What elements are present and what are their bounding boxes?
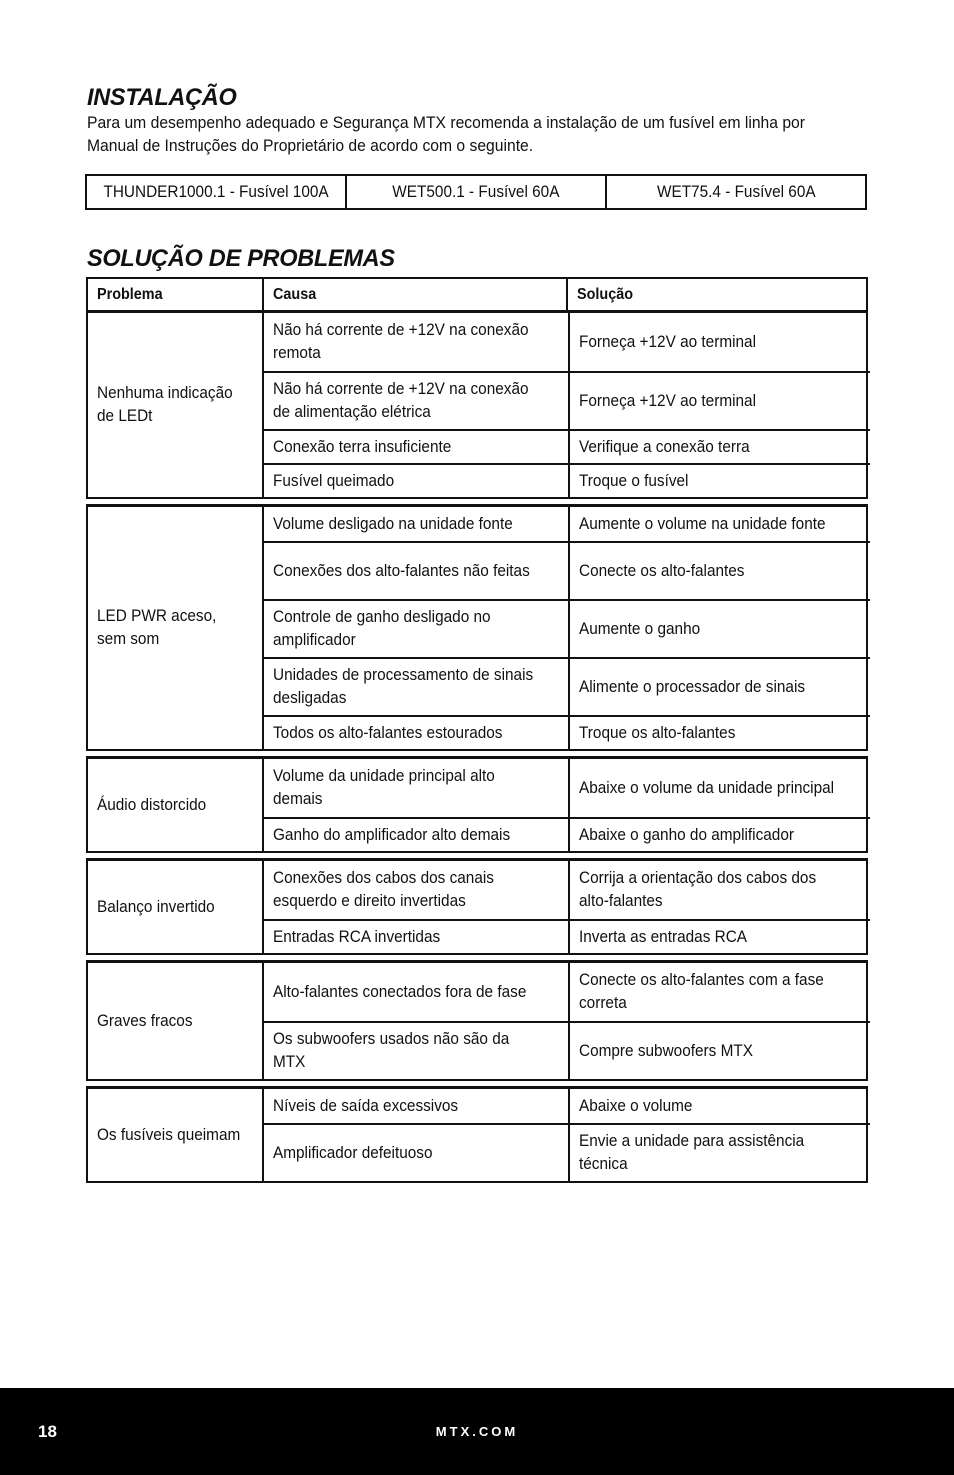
solution-cell: [568, 963, 872, 1021]
header-cell: [566, 279, 870, 310]
cause-text: Conexões dos alto-falantes não feitas: [273, 561, 530, 580]
solution-text: Abaixe o ganho do amplificador: [579, 825, 794, 844]
solution-text: Alimente o processador de sinais: [579, 677, 806, 696]
solution-cell: [568, 717, 872, 749]
problem-label: LED PWR aceso, sem som: [97, 607, 217, 648]
problem-group: [86, 504, 868, 751]
problem-cell: [88, 1089, 262, 1181]
solution-cell: [568, 659, 872, 715]
cause-cell: [264, 1023, 568, 1079]
cause-cell: [264, 373, 568, 429]
solution-text: Envie a unidade para assistência técnica: [579, 1132, 805, 1173]
installation-text: Para um desempenho adequado e Segurança MTX recomenda a instalação de um fusível em linha por Manual de Instruções do Proprietário de acordo com o seguinte.: [87, 114, 806, 155]
header-cell: [262, 279, 566, 310]
problem-cell: [88, 963, 262, 1079]
table-row: [264, 657, 870, 715]
cause-cell: [264, 507, 568, 541]
solution-cell: [568, 543, 872, 599]
page-footer: [0, 1388, 954, 1475]
cause-text: Volume desligado na unidade fonte: [273, 514, 513, 533]
troubleshooting-title: SOLUÇÃO DE PROBLEMAS: [87, 245, 395, 272]
cause-text: Controle de ganho desligado no amplificador: [273, 608, 491, 649]
cause-text: Níveis de saída excessivos: [273, 1096, 459, 1115]
solution-cell: [568, 1125, 872, 1181]
table-row: [264, 817, 870, 851]
cause-rows: [262, 963, 870, 1079]
problem-group: [86, 960, 868, 1081]
cause-rows: [262, 507, 870, 749]
fuse-label: WET500.1 - Fusível 60A: [392, 182, 560, 201]
table-row: [264, 1123, 870, 1181]
header-cause: Causa: [273, 285, 317, 303]
solution-cell: [568, 465, 872, 497]
cause-text: Volume da unidade principal alto demais: [273, 767, 495, 808]
solution-text: Forneça +12V ao terminal: [579, 332, 757, 351]
fuse-cell: [347, 176, 607, 208]
fuse-cell: [607, 176, 865, 208]
solution-text: Forneça +12V ao terminal: [579, 391, 757, 410]
problem-group: [86, 756, 868, 853]
cause-text: Fusível queimado: [273, 471, 395, 490]
table-row: [264, 715, 870, 749]
fuse-label: THUNDER1000.1 - Fusível 100A: [103, 182, 329, 201]
site-url: MTX.COM: [435, 1424, 519, 1439]
solution-cell: [568, 313, 872, 371]
table-header: [86, 277, 868, 313]
solution-text: Conecte os alto-falantes com a fase correta: [579, 971, 824, 1012]
cause-cell: [264, 465, 568, 497]
cause-cell: [264, 601, 568, 657]
solution-cell: [568, 861, 872, 919]
problem-group: [86, 858, 868, 955]
cause-cell: [264, 921, 568, 953]
table-row: [264, 599, 870, 657]
table-row: [264, 463, 870, 497]
solution-text: Abaixe o volume da unidade principal: [579, 778, 835, 797]
cause-cell: [264, 819, 568, 851]
cause-cell: [264, 313, 568, 371]
cause-cell: [264, 1089, 568, 1123]
solution-text: Aumente o ganho: [579, 619, 701, 638]
cause-cell: [264, 431, 568, 463]
solution-cell: [568, 431, 872, 463]
table-row: [264, 541, 870, 599]
problem-group: [86, 313, 868, 499]
cause-text: Unidades de processamento de sinais desligadas: [273, 666, 534, 707]
cause-cell: [264, 659, 568, 715]
cause-cell: [264, 759, 568, 817]
cause-text: Entradas RCA invertidas: [273, 927, 441, 946]
solution-text: Corrija a orientação dos cabos dos alto-falantes: [579, 869, 817, 910]
cause-text: Amplificador defeituoso: [273, 1143, 433, 1162]
cause-text: Conexão terra insuficiente: [273, 437, 452, 456]
problem-cell: [88, 759, 262, 851]
table-row: [264, 1021, 870, 1079]
cause-cell: [264, 861, 568, 919]
cause-cell: [264, 717, 568, 749]
solution-text: Compre subwoofers MTX: [579, 1041, 753, 1060]
solution-text: Inverta as entradas RCA: [579, 927, 748, 946]
fuse-table: [85, 174, 867, 210]
table-row: [264, 963, 870, 1021]
solution-text: Troque o fusível: [579, 471, 689, 490]
table-row: [264, 313, 870, 371]
table-row: [264, 371, 870, 429]
cause-cell: [264, 1125, 568, 1181]
solution-cell: [568, 819, 872, 851]
header-cell: [88, 279, 262, 310]
fuse-cell: [87, 176, 347, 208]
cause-rows: [262, 313, 870, 497]
solution-cell: [568, 759, 872, 817]
cause-rows: [262, 759, 870, 851]
problem-cell: [88, 313, 262, 497]
problem-group: [86, 1086, 868, 1183]
solution-text: Conecte os alto-falantes: [579, 561, 745, 580]
cause-text: Todos os alto-falantes estourados: [273, 723, 503, 742]
solution-cell: [568, 1089, 872, 1123]
cause-cell: [264, 963, 568, 1021]
cause-text: Conexões dos cabos dos canais esquerdo e direito invertidas: [273, 869, 494, 910]
cause-text: Ganho do amplificador alto demais: [273, 825, 511, 844]
cause-rows: [262, 1089, 870, 1181]
table-row: [264, 861, 870, 919]
installation-title: INSTALAÇÃO: [87, 84, 237, 111]
page-number: 18: [38, 1422, 57, 1441]
solution-cell: [568, 601, 872, 657]
cause-text: Os subwoofers usados não são da MTX: [273, 1030, 510, 1071]
solution-text: Troque os alto-falantes: [579, 723, 736, 742]
table-row: [264, 507, 870, 541]
solution-text: Abaixe o volume: [579, 1096, 693, 1115]
solution-cell: [568, 507, 872, 541]
table-row: [264, 429, 870, 463]
solution-cell: [568, 921, 872, 953]
table-row: [264, 919, 870, 953]
cause-rows: [262, 861, 870, 953]
solution-text: Verifique a conexão terra: [579, 437, 750, 456]
problem-cell: [88, 861, 262, 953]
problem-label: Áudio distorcido: [97, 795, 207, 814]
solution-cell: [568, 1023, 872, 1079]
cause-cell: [264, 543, 568, 599]
problem-cell: [88, 507, 262, 749]
header-solution: Solução: [577, 285, 634, 303]
problem-label: Balanço invertido: [97, 897, 215, 916]
table-row: [264, 759, 870, 817]
problem-label: Graves fracos: [97, 1011, 193, 1030]
fuse-label: WET75.4 - Fusível 60A: [656, 182, 816, 201]
cause-text: Não há corrente de +12V na conexão remota: [273, 321, 529, 362]
troubleshooting-table: [86, 277, 868, 1183]
problem-label: Os fusíveis queimam: [97, 1125, 241, 1144]
solution-text: Aumente o volume na unidade fonte: [579, 514, 826, 533]
header-problem: Problema: [97, 285, 163, 303]
cause-text: Alto-falantes conectados fora de fase: [273, 982, 527, 1001]
solution-cell: [568, 373, 872, 429]
table-row: [264, 1089, 870, 1123]
cause-text: Não há corrente de +12V na conexão de alimentação elétrica: [273, 380, 529, 421]
problem-label: Nenhuma indicação de LEDt: [97, 384, 233, 425]
